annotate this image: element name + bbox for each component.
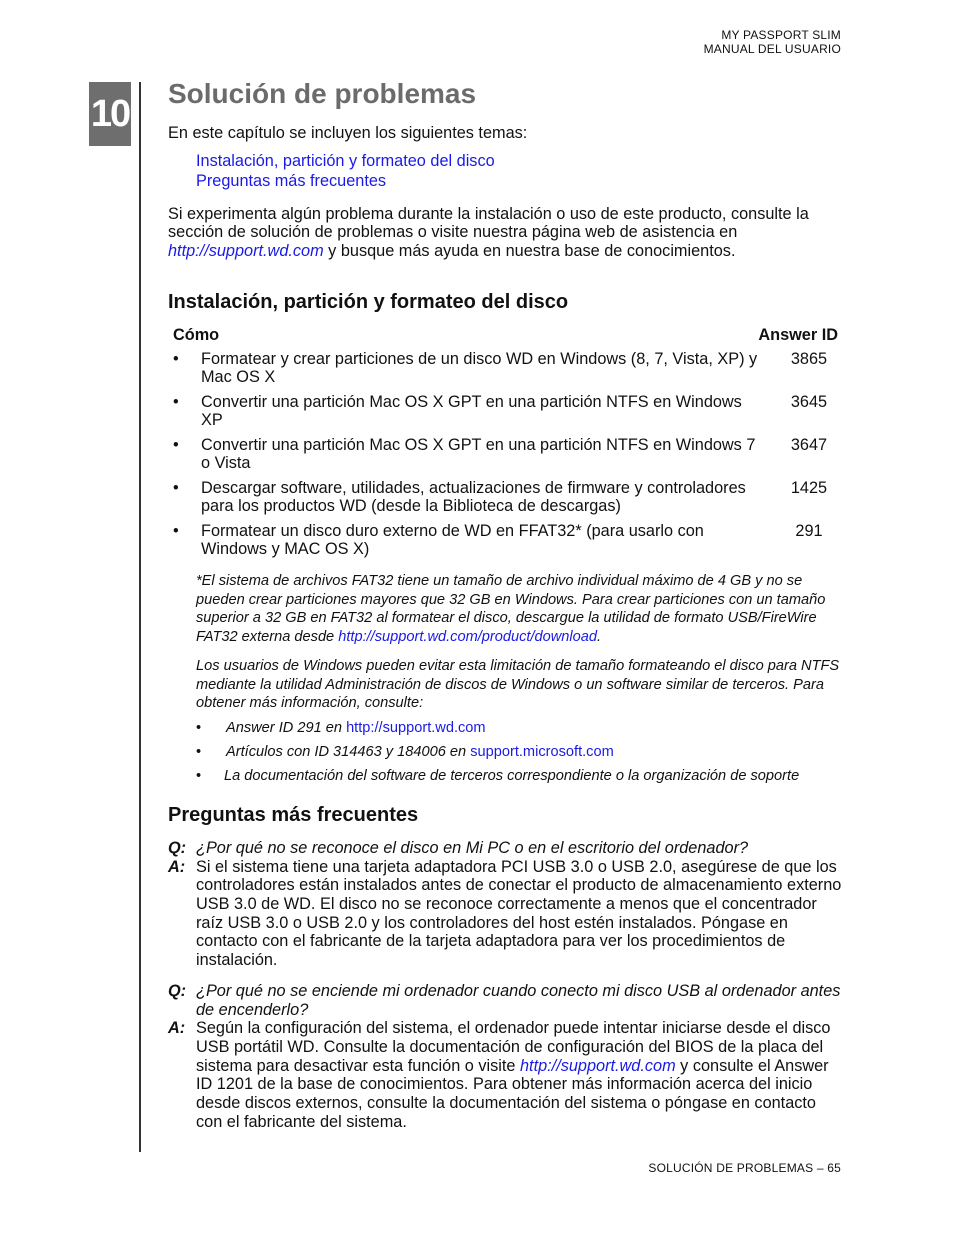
column-header-how: Cómo [173,326,220,344]
chapter-number-badge: 10 [89,82,131,146]
row-answer-id: 3645 [790,393,828,411]
page-footer: SOLUCIÓN DE PROBLEMAS – 65 [648,1161,841,1175]
answer-label: A: [168,1019,186,1038]
support-link[interactable]: http://support.wd.com [346,719,486,736]
margin-rule [139,82,141,1152]
question-text: ¿Por qué no se reconoce el disco en Mi PC o en el escritorio del ordenador? [196,838,749,857]
list-item [196,719,848,737]
header-product: MY PASSPORT SLIM [721,28,841,42]
answer-label: A: [168,857,186,876]
bullet: • [173,479,179,497]
support-paragraph [168,205,848,261]
support-link[interactable]: http://support.wd.com [168,241,324,260]
header-manual: MANUAL DEL USUARIO [703,42,841,56]
download-link[interactable]: http://support.wd.com/product/download [338,629,598,646]
support-text: Si experimenta algún problema durante la instalación o uso de este producto, consulte la sección de solución de problemas o visite nuestra página web de asistencia en [168,204,809,241]
toc-link-install[interactable]: Instalación, partición y formateo del disco [196,151,495,170]
ntfs-note: Los usuarios de Windows pueden evitar esta limitación de tamaño formateando el disco para NTFS mediante la utilidad Administración de discos de Windows o un software similar de terceros. Para obtener más información, consulte: [196,657,840,712]
list-item-label: Answer ID 291 en [226,719,347,736]
bullet: • [173,393,179,411]
question-label: Q: [168,838,187,857]
row-description: Convertir una partición Mac OS X GPT en una partición NTFS en Windows XP [201,393,742,429]
answer-text [196,1019,846,1131]
list-item-text [226,743,614,761]
question-label: Q: [168,981,187,1000]
row-answer-id: 3647 [790,436,828,454]
toc-link-faq[interactable]: Preguntas más frecuentes [196,171,387,190]
table-row [168,437,848,472]
fat32-note-end: . [597,629,602,646]
faq-question [168,982,848,1019]
table-header [168,326,848,345]
support-text-end: y busque más ayuda en nuestra base de conocimientos. [323,241,736,260]
bullet: • [173,350,179,368]
list-item-label: La documentación del software de terceros correspondiente o la organización de soporte [224,767,800,784]
fat32-note-text: *El sistema de archivos FAT32 tiene un tamaño de archivo individual máximo de 4 GB y no se pueden crear particiones mayores que 32 GB en Windows. Para crear particiones con un tamaño superior a 32 GB en FAT32 al formatear el disco, descargue la utilidad de formato USB/FireWire FAT32 externa desde [196,573,826,646]
microsoft-link[interactable]: support.microsoft.com [470,743,614,760]
bullet: • [173,436,179,454]
intro-text: En este capítulo se incluyen los siguientes temas: [168,124,528,142]
list-item-label: Artículos con ID 314463 y 184006 en [226,743,471,760]
table-row [168,480,848,515]
row-answer-id: 1425 [790,479,828,497]
faq-answer [168,858,848,970]
row-description: Formatear y crear particiones de un disco WD en Windows (8, 7, Vista, XP) y Mac OS X [201,350,758,386]
bullet: • [196,719,202,736]
running-header [704,28,841,56]
question-text: ¿Por qué no se enciende mi ordenador cuando conecto mi disco USB al ordenador antes de encenderlo? [196,981,841,1019]
answer-text-start: Según la configuración del sistema, el ordenador puede intentar iniciarse desde el disco USB portátil WD. Consulte la documentación de configuración del BIOS de la placa del sistema para desactivar esta función o visite [196,1019,831,1075]
list-item-text [226,719,486,737]
support-link[interactable]: http://support.wd.com [519,1056,676,1075]
list-item [196,767,848,785]
bullet: • [196,767,202,784]
table-row [168,351,848,386]
page-title: Solución de problemas [168,78,477,109]
reference-list [196,719,848,785]
row-answer-id: 3865 [790,350,828,368]
answer-text-end: y consulte el Answer ID 1201 de la base de conocimientos. Para obtener más información acerca del inicio desde discos externos, consulte la documentación del sistema o póngase en contacto con el fabricante del sistema. [196,1056,829,1131]
topic-list [196,151,848,191]
row-description: Convertir una partición Mac OS X GPT en una partición NTFS en Windows 7 o Vista [201,436,756,472]
fat32-note [196,572,848,647]
column-header-answer-id: Answer ID [758,326,838,344]
faq-question [168,839,848,858]
faq-answer [168,1019,848,1131]
section-heading-install: Instalación, partición y formateo del disco [168,291,569,313]
table-row [168,394,848,429]
bullet: • [196,743,202,760]
page-content [168,78,848,1131]
table-row [168,523,848,558]
answer-table [168,351,848,558]
answer-text: Si el sistema tiene una tarjeta adaptadora PCI USB 3.0 o USB 2.0, asegúrese de que los controladores están instalados antes de conectar el producto de almacenamiento externo USB 3.0 de WD. El disco no se reconoce correctamente a menos que el concentrador raíz USB 3.0 o USB 2.0 y los controladores del host estén instalados. Póngase en contacto con el fabricante de la tarjeta adaptadora para ver los procedimientos de instalación. [196,857,842,970]
row-description: Formatear un disco duro externo de WD en FFAT32* (para usarlo con Windows y MAC OS X) [201,522,704,558]
bullet: • [173,522,179,540]
section-heading-faq: Preguntas más frecuentes [168,803,419,826]
row-description: Descargar software, utilidades, actualizaciones de firmware y controladores para los productos WD (desde la Biblioteca de descargas) [201,479,746,515]
row-answer-id: 291 [795,522,823,540]
list-item [196,743,848,761]
